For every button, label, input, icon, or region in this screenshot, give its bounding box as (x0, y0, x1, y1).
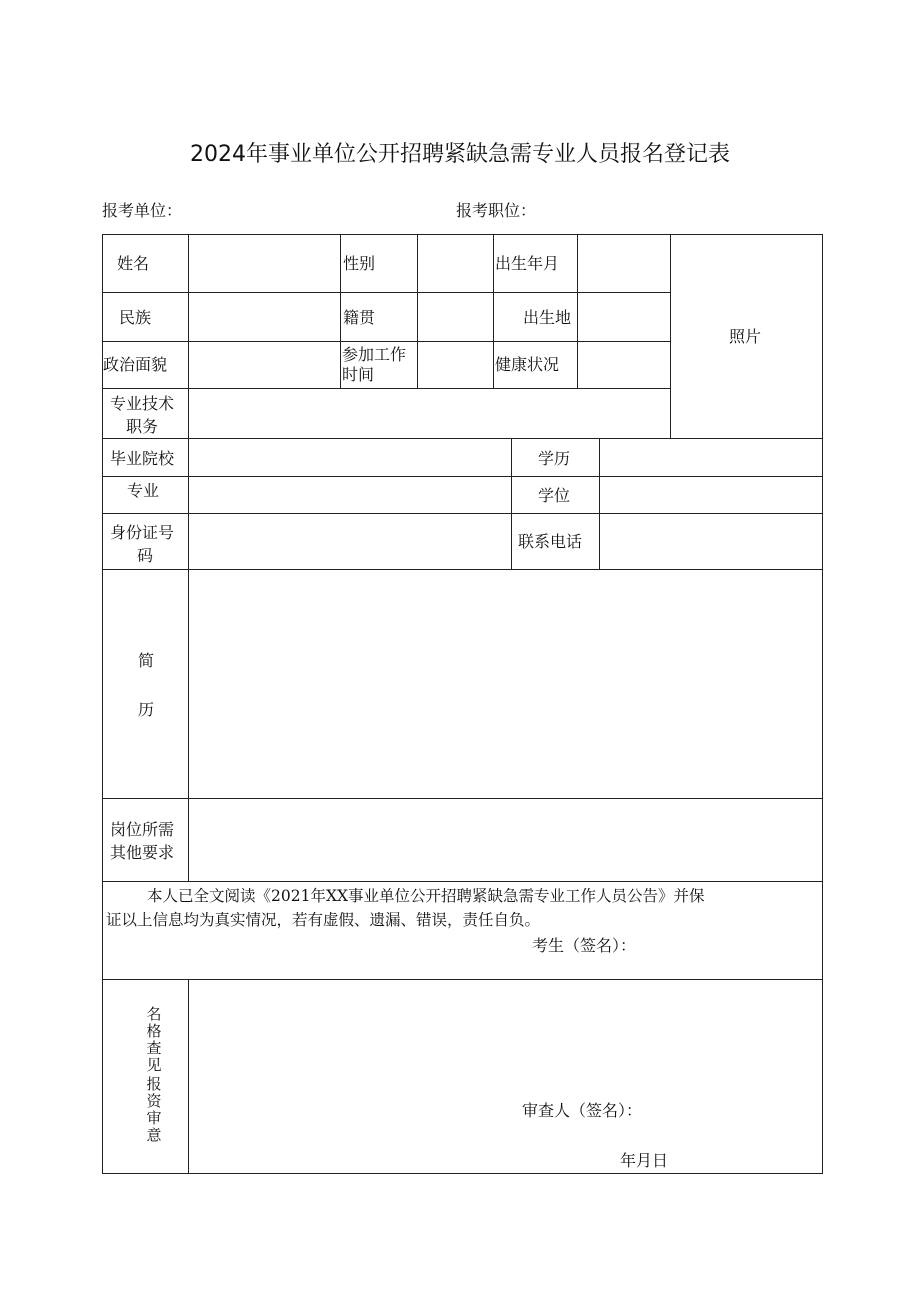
grid-line (188, 979, 189, 1174)
id-number-field[interactable] (190, 515, 510, 568)
candidate-signature-label: 考生（签名）： (532, 936, 637, 955)
health-field[interactable] (579, 343, 669, 387)
grid-line (102, 569, 823, 570)
grid-line (102, 234, 823, 235)
birthplace-label: 出生地 (523, 308, 572, 327)
id-number-label-2: 码 (137, 546, 154, 565)
school-label: 毕业院校 (110, 449, 175, 468)
name-label: 姓名 (117, 254, 150, 273)
gender-label: 性别 (343, 254, 376, 273)
declaration-line-1: 本人已全文阅读《2021年XX事业单位公开招聘紧缺急需专业工作人员公告》并保 (147, 887, 705, 905)
apply-position-label: 报考职位： (456, 201, 537, 220)
review-vertical-char: 查 (146, 1039, 162, 1057)
name-field[interactable] (190, 236, 339, 291)
grid-line (102, 979, 823, 980)
professional-title-field[interactable] (190, 390, 669, 437)
political-status-label: 政治面貌 (103, 355, 168, 374)
review-vertical-char: 审 (146, 1109, 162, 1127)
health-label: 健康状况 (495, 355, 560, 374)
political-status-field[interactable] (190, 343, 339, 387)
education-field[interactable] (601, 440, 821, 475)
grid-line (670, 234, 671, 438)
birthplace-field[interactable] (579, 294, 669, 340)
review-vertical-char: 意 (146, 1126, 162, 1144)
review-opinion-field[interactable] (190, 981, 821, 1172)
grid-line (188, 234, 189, 881)
work-start-label-2: 时间 (342, 365, 375, 384)
birth-date-label: 出生年月 (495, 254, 560, 273)
grid-line (340, 234, 341, 388)
resume-label-1: 简 (138, 651, 155, 670)
registration-form (102, 234, 823, 1174)
apply-unit-label: 报考单位： (102, 201, 183, 220)
resume-label-2: 历 (138, 700, 155, 719)
page-title: 2024年事业单位公开招聘紧缺急需专业人员报名登记表 (190, 142, 730, 167)
grid-line (102, 798, 823, 799)
other-requirements-label-2: 其他要求 (110, 843, 175, 862)
other-requirements-label-1: 岗位所需 (110, 820, 175, 839)
ethnicity-field[interactable] (190, 294, 339, 340)
grid-line (493, 234, 494, 388)
resume-field[interactable] (190, 571, 821, 797)
photo-box[interactable] (672, 236, 821, 437)
review-date-label: 年月日 (620, 1151, 669, 1170)
school-field[interactable] (190, 440, 510, 475)
review-vertical-char: 见 (146, 1056, 162, 1074)
degree-field[interactable] (601, 478, 821, 512)
phone-field[interactable] (601, 515, 821, 568)
grid-line (599, 438, 600, 569)
grid-line (417, 234, 418, 388)
grid-line (102, 438, 823, 439)
reviewer-signature-label: 审查人（签名）： (522, 1101, 643, 1120)
education-label: 学历 (538, 449, 571, 468)
declaration-line-2: 证以上信息均为真实情况，若有虚假、遗漏、错误，责任自负。 (106, 911, 541, 929)
other-requirements-field[interactable] (190, 800, 821, 880)
grid-line (102, 881, 823, 882)
grid-line (577, 234, 578, 388)
degree-label: 学位 (538, 486, 571, 505)
grid-line (102, 476, 823, 477)
photo-label: 照片 (729, 327, 762, 346)
birth-date-field[interactable] (579, 236, 669, 291)
review-vertical-char: 资 (146, 1092, 162, 1110)
ethnicity-label: 民族 (119, 308, 152, 327)
native-place-field[interactable] (419, 294, 492, 340)
review-vertical-char: 报 (146, 1075, 162, 1093)
professional-title-label-1: 专业技术 (110, 394, 175, 413)
id-number-label-1: 身份证号 (110, 523, 175, 542)
review-vertical-char: 名 (146, 1005, 162, 1023)
grid-line (102, 1173, 823, 1174)
native-place-label: 籍贯 (343, 308, 376, 327)
grid-line (511, 438, 512, 569)
major-label: 专业 (127, 481, 160, 500)
gender-field[interactable] (419, 236, 492, 291)
work-start-label-1: 参加工作 (342, 345, 407, 364)
professional-title-label-2: 职务 (126, 417, 159, 436)
grid-line (102, 234, 103, 1174)
phone-label: 联系电话 (518, 532, 583, 551)
review-vertical-char: 格 (146, 1022, 162, 1040)
grid-line (822, 234, 823, 1174)
grid-line (102, 513, 823, 514)
major-field[interactable] (190, 478, 510, 512)
work-start-field[interactable] (419, 343, 492, 387)
